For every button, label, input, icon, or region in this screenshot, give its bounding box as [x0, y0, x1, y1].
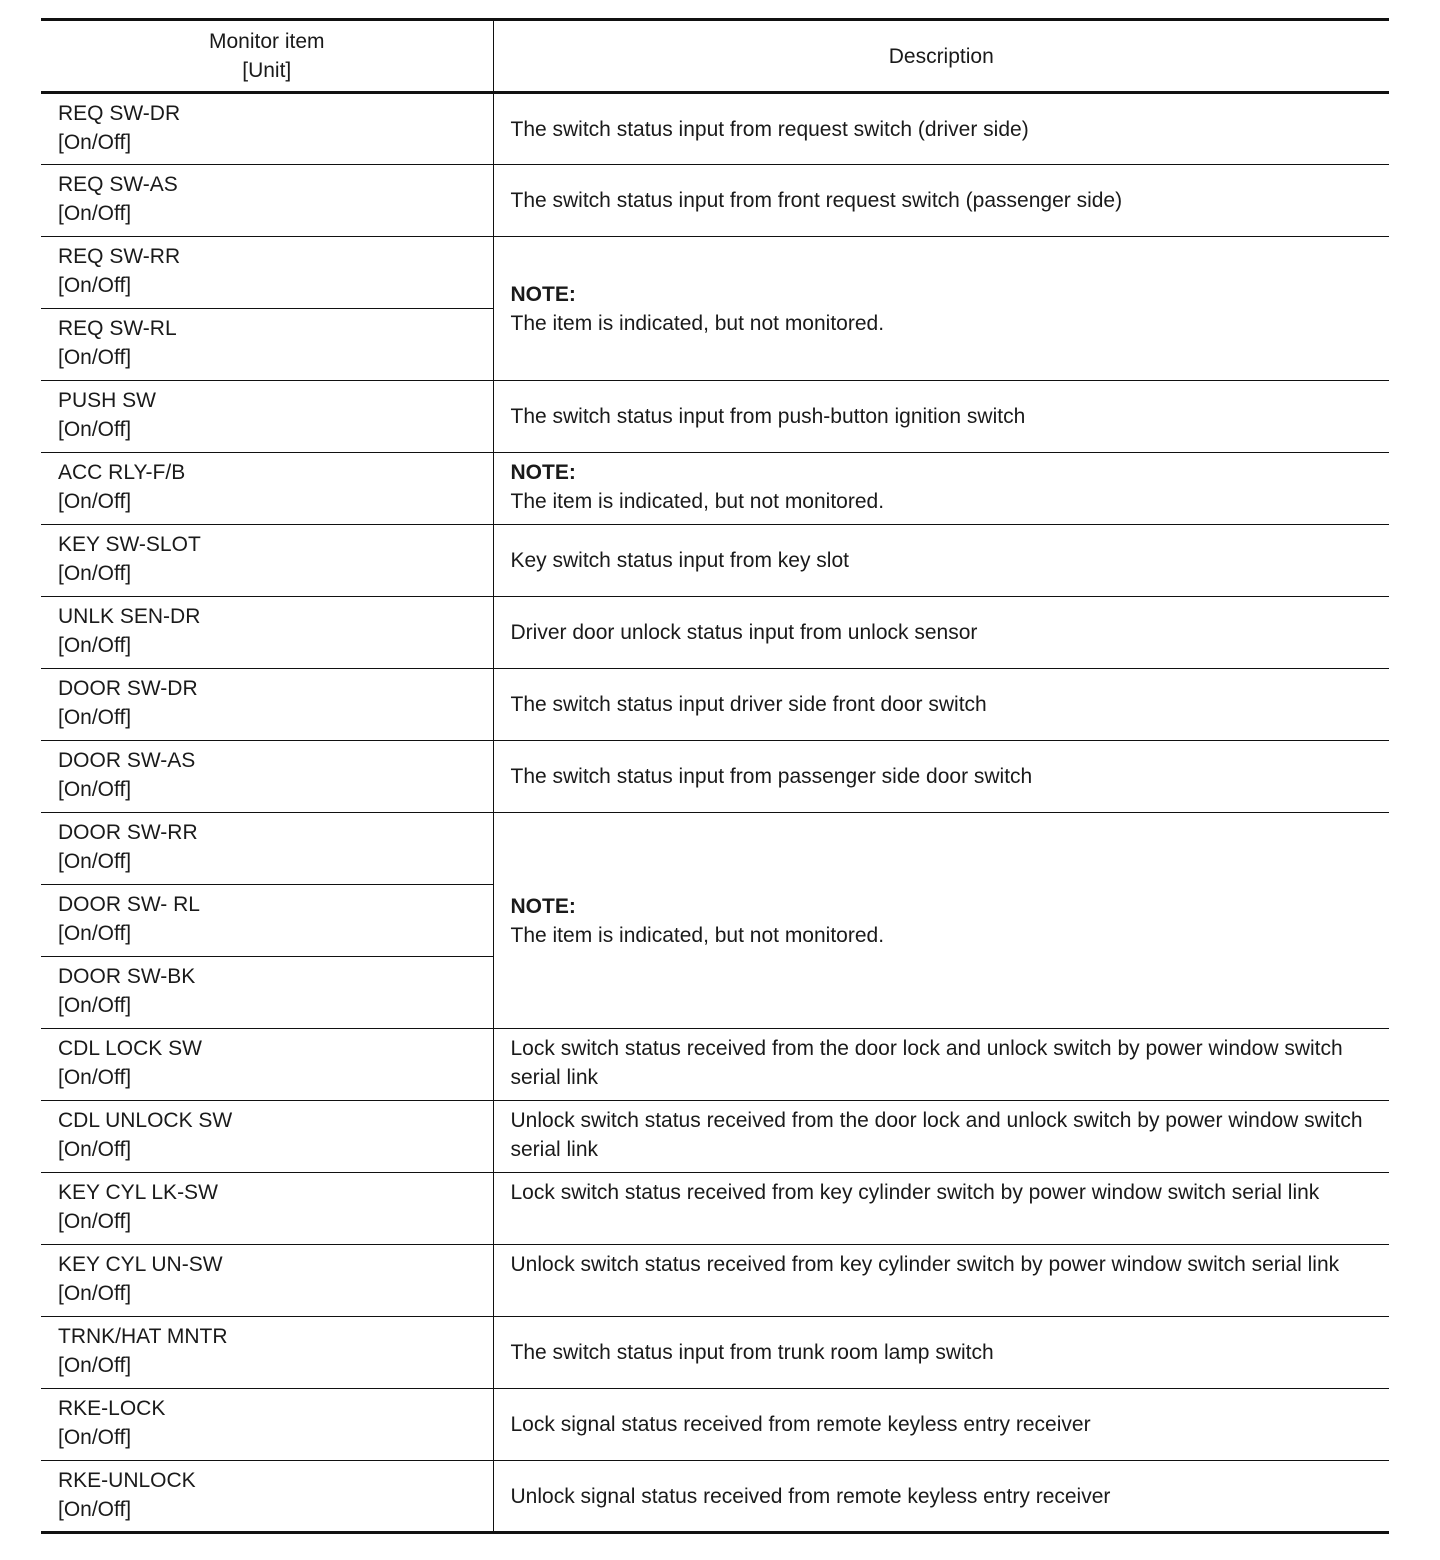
- header-monitor-item: [41, 20, 493, 93]
- monitor-item-name: RKE-LOCK: [58, 1397, 166, 1420]
- monitor-item-unit: [On/Off]: [58, 490, 132, 513]
- table-row: [41, 165, 1389, 237]
- monitor-item-name: ACC RLY-F/B: [58, 461, 186, 484]
- monitor-item-unit: [On/Off]: [58, 706, 132, 729]
- description-cell: Lock switch status received from the door lock and unlock switch by power window switch serial link: [493, 1029, 1389, 1101]
- monitor-item-unit: [On/Off]: [58, 1138, 132, 1161]
- monitor-item-name: DOOR SW-RR: [58, 821, 198, 844]
- monitor-item-cell: [41, 1029, 493, 1101]
- monitor-item-name: KEY CYL LK-SW: [58, 1181, 218, 1204]
- monitor-item-unit: [On/Off]: [58, 994, 132, 1017]
- monitor-item-name: DOOR SW-AS: [58, 749, 196, 772]
- monitor-item-unit: [On/Off]: [58, 1498, 132, 1521]
- table-row: [41, 1101, 1389, 1173]
- monitor-item-cell: [41, 309, 493, 381]
- note-text: The item is indicated, but not monitored.: [510, 923, 885, 947]
- table-row: [41, 813, 1389, 885]
- monitor-item-unit: [On/Off]: [58, 1426, 132, 1449]
- table-row: [41, 453, 1389, 525]
- monitor-item-name: TRNK/HAT MNTR: [58, 1325, 228, 1348]
- monitor-item-table: [41, 18, 1389, 1534]
- note-label: NOTE:: [510, 894, 576, 918]
- monitor-item-name: REQ SW-RL: [58, 317, 177, 340]
- note-text: The item is indicated, but not monitored.: [510, 490, 885, 513]
- monitor-item-cell: [41, 1245, 493, 1317]
- monitor-item-cell: [41, 813, 493, 885]
- monitor-item-unit: [On/Off]: [58, 1282, 132, 1305]
- description-cell: The switch status input from request switch (driver side): [493, 93, 1389, 165]
- monitor-item-name: REQ SW-DR: [58, 102, 181, 125]
- table-row: [41, 1389, 1389, 1461]
- monitor-item-unit: [On/Off]: [58, 1210, 132, 1233]
- table-row: [41, 1461, 1389, 1533]
- monitor-item-name: CDL LOCK SW: [58, 1037, 202, 1060]
- description-cell: The switch status input driver side front door switch: [493, 669, 1389, 741]
- table-row: [41, 237, 1389, 309]
- table-row: [41, 741, 1389, 813]
- description-cell: Unlock signal status received from remote keyless entry receiver: [493, 1461, 1389, 1533]
- monitor-item-cell: [41, 741, 493, 813]
- header-monitor-item-label: Monitor item: [208, 30, 325, 53]
- header-unit-label: [Unit]: [242, 59, 292, 82]
- monitor-item-cell: [41, 93, 493, 165]
- table-row: [41, 525, 1389, 597]
- description-cell: The switch status input from trunk room lamp switch: [493, 1317, 1389, 1389]
- note-text: The item is indicated, but not monitored.: [510, 311, 885, 335]
- monitor-item-unit: [On/Off]: [58, 634, 132, 657]
- description-cell: Lock switch status received from key cylinder switch by power window switch serial link: [493, 1173, 1389, 1245]
- monitor-item-name: DOOR SW-DR: [58, 677, 198, 700]
- description-note-cell: [493, 237, 1389, 381]
- monitor-item-cell: [41, 453, 493, 525]
- monitor-item-unit: [On/Off]: [58, 346, 132, 369]
- monitor-item-unit: [On/Off]: [58, 1066, 132, 1089]
- monitor-item-unit: [On/Off]: [58, 850, 132, 873]
- monitor-item-cell: [41, 597, 493, 669]
- monitor-item-unit: [On/Off]: [58, 418, 132, 441]
- note-label: NOTE:: [510, 461, 576, 484]
- monitor-item-cell: [41, 1173, 493, 1245]
- monitor-item-cell: [41, 669, 493, 741]
- monitor-item-name: DOOR SW-BK: [58, 965, 196, 988]
- monitor-item-cell: [41, 1461, 493, 1533]
- monitor-item-cell: [41, 885, 493, 957]
- table-row: [41, 597, 1389, 669]
- monitor-item-name: CDL UNLOCK SW: [58, 1109, 233, 1132]
- monitor-item-unit: [On/Off]: [58, 1354, 132, 1377]
- monitor-item-unit: [On/Off]: [58, 778, 132, 801]
- monitor-item-name: KEY CYL UN-SW: [58, 1253, 223, 1276]
- description-cell: The switch status input from passenger side door switch: [493, 741, 1389, 813]
- table-row: [41, 1173, 1389, 1245]
- description-cell: Key switch status input from key slot: [493, 525, 1389, 597]
- monitor-item-name: PUSH SW: [58, 389, 157, 412]
- document-page: [41, 18, 1389, 1534]
- description-note-cell: [493, 813, 1389, 1029]
- monitor-item-unit: [On/Off]: [58, 202, 132, 225]
- note-label: NOTE:: [510, 282, 576, 306]
- monitor-item-unit: [On/Off]: [58, 922, 132, 945]
- header-description: Description: [493, 20, 1389, 93]
- monitor-item-unit: [On/Off]: [58, 274, 132, 297]
- table-row: [41, 381, 1389, 453]
- monitor-item-cell: [41, 525, 493, 597]
- monitor-item-name: RKE-UNLOCK: [58, 1469, 196, 1492]
- monitor-item-name: DOOR SW- RL: [58, 893, 200, 916]
- description-cell: Unlock switch status received from the door lock and unlock switch by power window switch serial link: [493, 1101, 1389, 1173]
- table-row: [41, 1245, 1389, 1317]
- monitor-item-name: REQ SW-AS: [58, 173, 178, 196]
- monitor-item-cell: [41, 1389, 493, 1461]
- description-cell: Lock signal status received from remote keyless entry receiver: [493, 1389, 1389, 1461]
- monitor-item-cell: [41, 957, 493, 1029]
- monitor-item-unit: [On/Off]: [58, 562, 132, 585]
- monitor-item-name: REQ SW-RR: [58, 245, 181, 268]
- description-cell: Unlock switch status received from key cylinder switch by power window switch serial link: [493, 1245, 1389, 1317]
- table-row: [41, 1317, 1389, 1389]
- monitor-item-cell: [41, 1317, 493, 1389]
- monitor-item-cell: [41, 165, 493, 237]
- table-header-row: [41, 20, 1389, 93]
- monitor-item-name: KEY SW-SLOT: [58, 533, 201, 556]
- monitor-item-cell: [41, 237, 493, 309]
- table-row: [41, 93, 1389, 165]
- table-row: [41, 1029, 1389, 1101]
- description-cell: The switch status input from push-button ignition switch: [493, 381, 1389, 453]
- table-row: [41, 669, 1389, 741]
- monitor-item-name: UNLK SEN-DR: [58, 605, 201, 628]
- description-cell: Driver door unlock status input from unlock sensor: [493, 597, 1389, 669]
- monitor-item-cell: [41, 1101, 493, 1173]
- monitor-item-cell: [41, 381, 493, 453]
- monitor-item-unit: [On/Off]: [58, 131, 132, 154]
- description-note-cell: [493, 453, 1389, 525]
- description-cell: The switch status input from front request switch (passenger side): [493, 165, 1389, 237]
